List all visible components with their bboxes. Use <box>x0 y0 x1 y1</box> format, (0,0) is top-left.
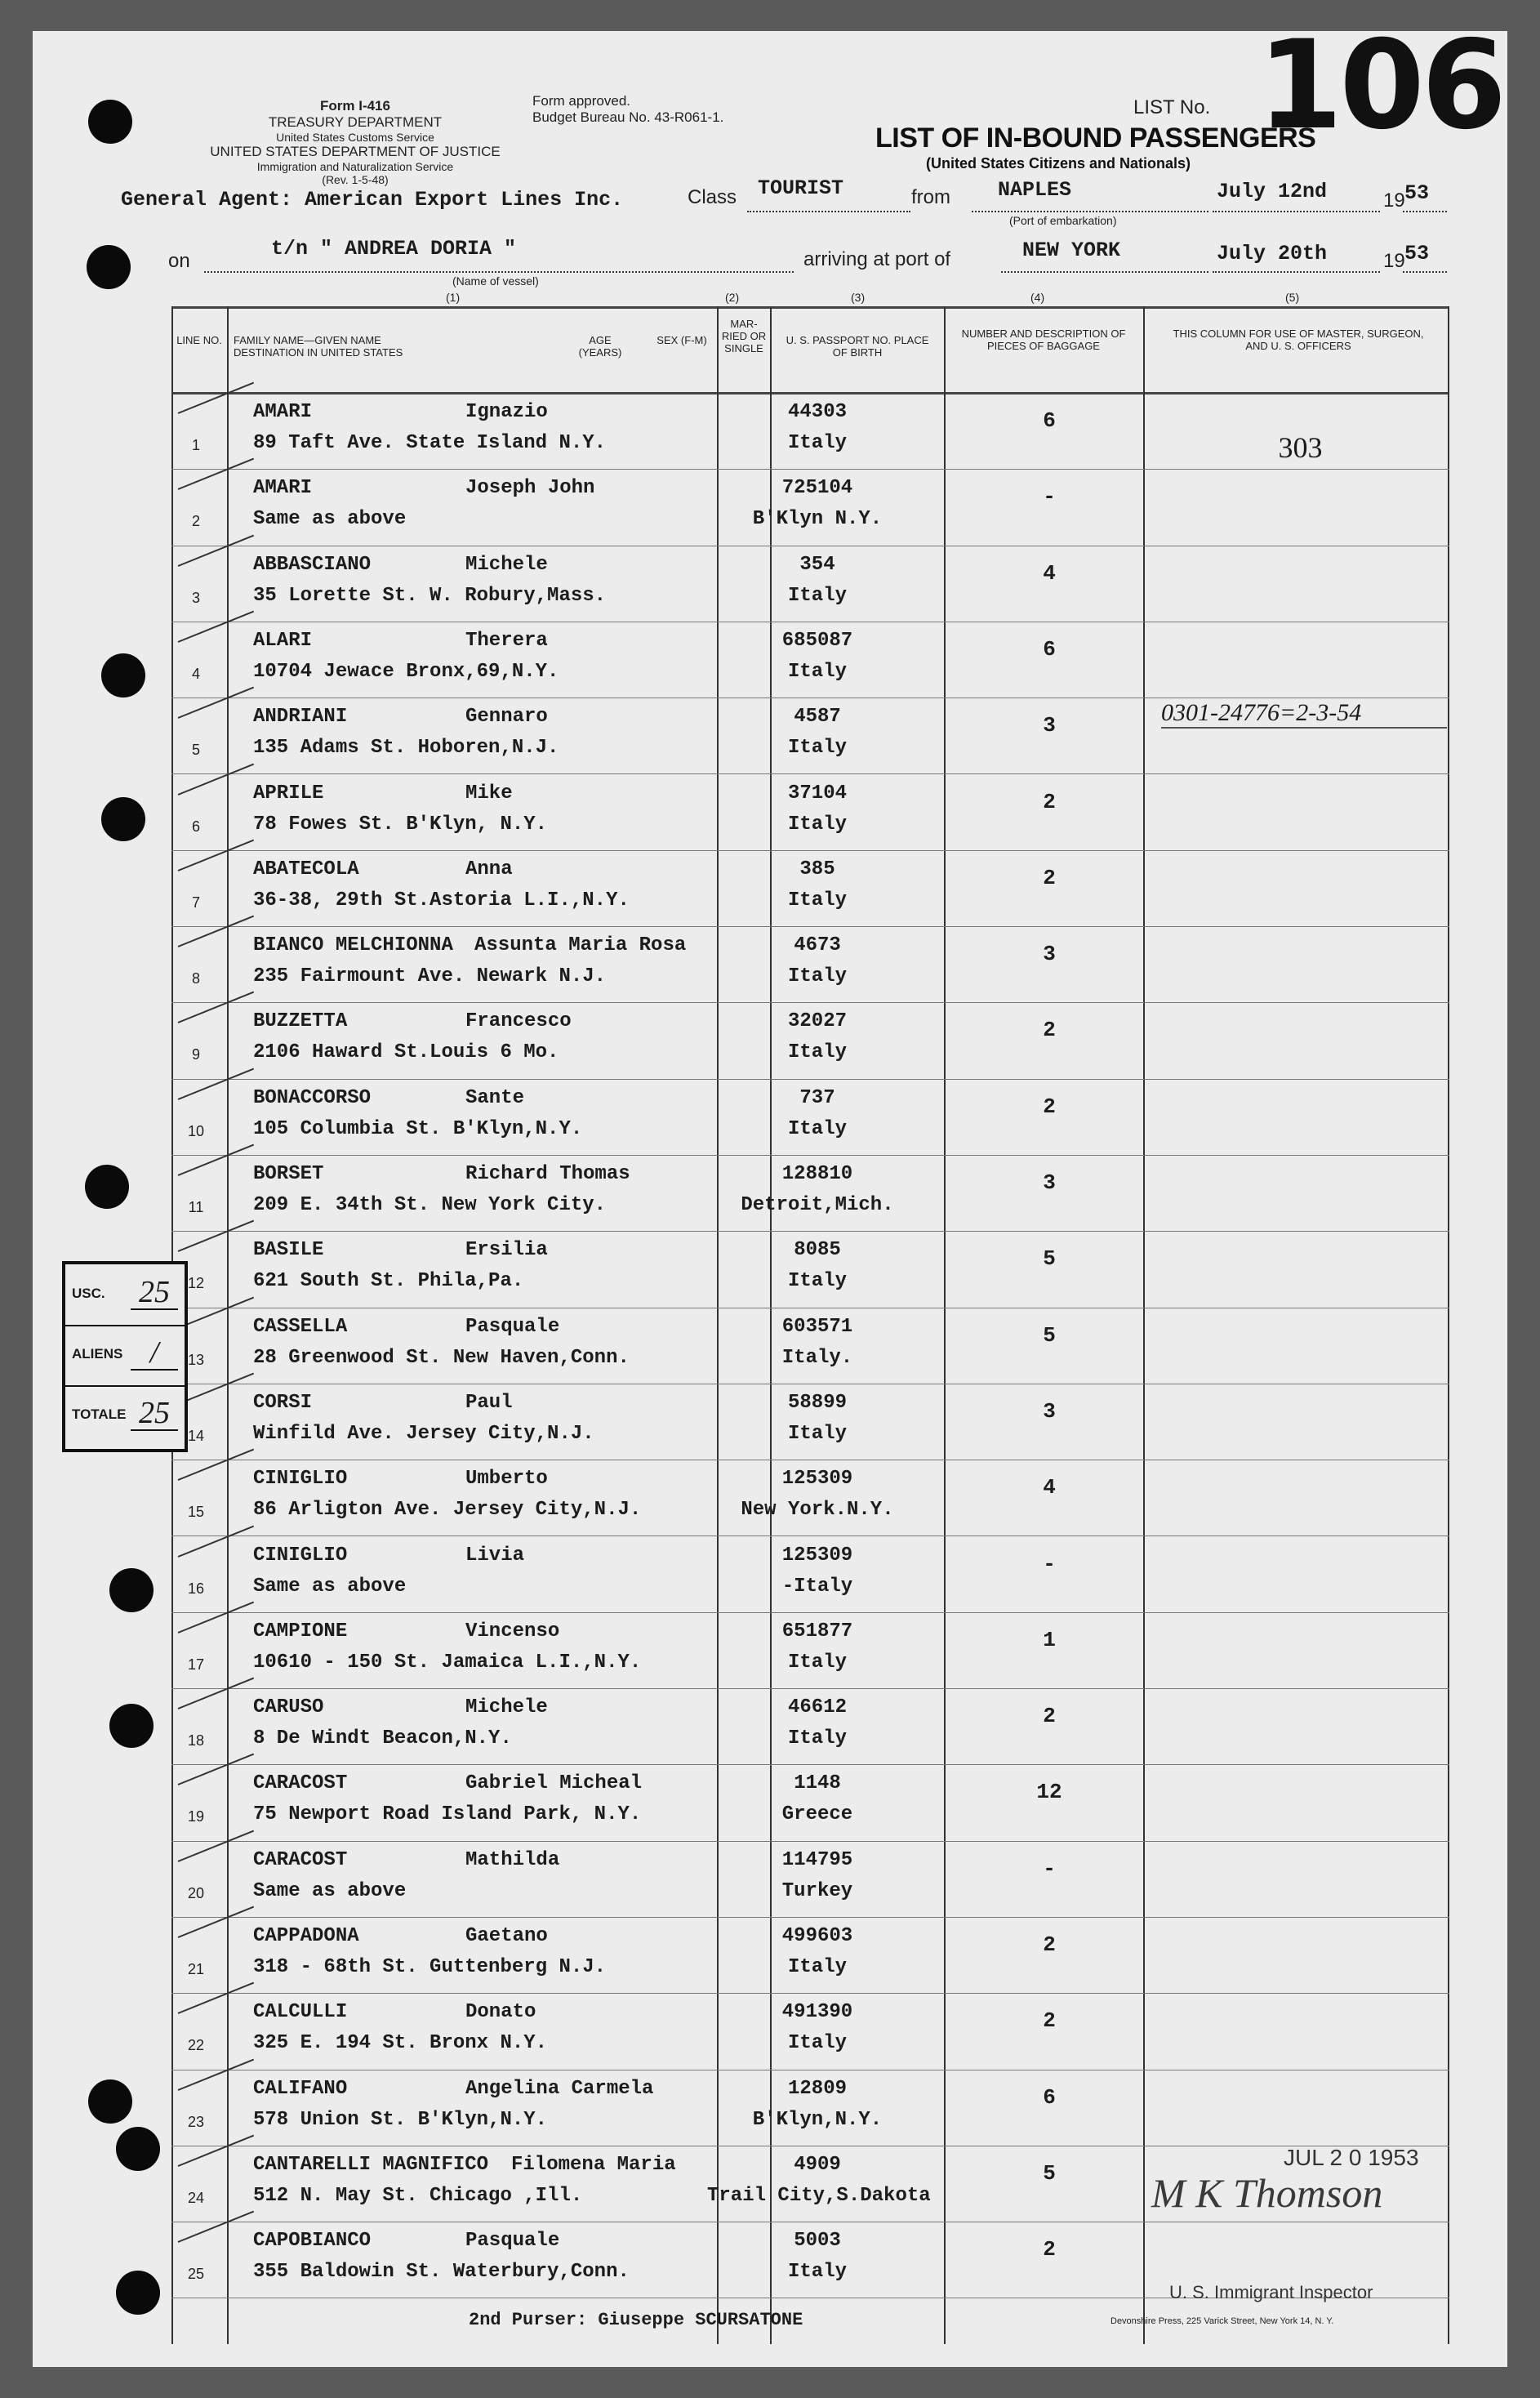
given-name: Pasquale <box>465 2230 560 2253</box>
line-number: 9 <box>191 1046 200 1063</box>
on-label: on <box>168 250 190 272</box>
passport-number: 5003 <box>794 2230 841 2253</box>
passport-number: 32027 <box>787 1010 847 1033</box>
col-header-line-no: LINE NO. <box>176 334 222 346</box>
family-name: BIANCO MELCHIONNA <box>253 934 453 957</box>
family-name: ABATECOLA <box>253 858 359 880</box>
destination-address: Same as above <box>253 1879 407 1902</box>
passport-number: 128810 <box>781 1163 853 1185</box>
place-of-birth: Italy <box>787 584 847 607</box>
place-of-birth: Italy <box>787 1651 847 1674</box>
given-name: Richard Thomas <box>465 1163 630 1185</box>
passport-number: 46612 <box>787 1696 847 1719</box>
family-name: BORSET <box>253 1163 324 1185</box>
passport-number: 491390 <box>781 2001 853 2024</box>
place-of-birth: Greece <box>781 1803 853 1826</box>
baggage-count: 3 <box>1043 1170 1056 1195</box>
baggage-count: 3 <box>1043 713 1056 738</box>
family-name: APRILE <box>253 782 324 805</box>
table-row <box>171 776 1449 852</box>
place-of-birth: Italy <box>787 2261 847 2284</box>
arriving-label: arriving at port of <box>803 248 951 270</box>
line-number: 2 <box>191 513 200 530</box>
table-row <box>171 1690 1449 1766</box>
table-row <box>171 2071 1449 2147</box>
place-of-birth: Italy <box>787 1117 847 1140</box>
baggage-count: 4 <box>1043 560 1056 586</box>
given-name: Assunta Maria Rosa <box>474 934 687 957</box>
destination-address: 35 Lorette St. W. Robury,Mass. <box>253 584 607 607</box>
family-name: ABBASCIANO <box>253 553 372 576</box>
passport-number: 114795 <box>781 1848 853 1871</box>
place-of-birth: Italy <box>787 965 847 988</box>
row-divider <box>171 1079 1449 1080</box>
line-number: 22 <box>187 2037 205 2054</box>
baggage-count: 5 <box>1043 1322 1056 1348</box>
binder-hole <box>109 1704 154 1748</box>
table-row <box>171 1538 1449 1614</box>
table-row <box>171 1004 1449 1080</box>
table-row <box>171 699 1449 775</box>
destination-address: 86 Arligton Ave. Jersey City,N.J. <box>253 1499 642 1522</box>
customs-service: United States Customs Service <box>276 131 434 144</box>
place-of-birth: Turkey <box>781 1879 853 1902</box>
given-name: Filomena Maria <box>511 2153 676 2176</box>
place-of-birth: Italy <box>787 2032 847 2055</box>
given-name: Pasquale <box>465 1315 560 1338</box>
passport-number: 125309 <box>781 1468 853 1491</box>
aliens-row <box>65 1325 185 1387</box>
place-of-birth: B'Klyn N.Y. <box>752 508 883 531</box>
destination-address: 235 Fairmount Ave. Newark N.J. <box>253 965 607 988</box>
given-name: Michele <box>465 1696 548 1719</box>
line-number: 20 <box>187 1884 205 1901</box>
passport-number: 37104 <box>787 782 847 805</box>
row-divider <box>171 926 1449 927</box>
aliens-count: / <box>131 1336 178 1371</box>
given-name: Umberto <box>465 1468 548 1491</box>
destination-address: Same as above <box>253 1575 407 1598</box>
destination-address: 578 Union St. B'Klyn,N.Y. <box>253 2108 548 2131</box>
check-mark <box>178 382 254 414</box>
destination-address: 10610 - 150 St. Jamaica L.I.,N.Y. <box>253 1651 642 1674</box>
baggage-count: 6 <box>1043 408 1056 433</box>
passport-number: 725104 <box>781 477 853 500</box>
family-name: CALIFANO <box>253 2077 348 2100</box>
table-row <box>171 1461 1449 1537</box>
vessel-name: t/n " ANDREA DORIA " <box>271 237 517 261</box>
line-number: 6 <box>191 818 200 835</box>
line-number: 16 <box>187 1580 205 1597</box>
family-name: AMARI <box>253 401 313 423</box>
binder-hole <box>116 2271 160 2315</box>
budget-bureau: Budget Bureau No. 43-R061-1. <box>532 109 724 125</box>
family-name: CAPOBIANCO <box>253 2230 372 2253</box>
table-row <box>171 1766 1449 1842</box>
row-divider <box>171 1155 1449 1156</box>
line-number: 5 <box>191 742 200 759</box>
family-name: BONACCORSO <box>253 1086 372 1109</box>
place-of-birth: Italy <box>787 1041 847 1064</box>
col-num-4: (4) <box>1030 291 1045 304</box>
row-divider <box>171 773 1449 774</box>
arrival-year-prefix: 19 <box>1383 250 1405 272</box>
table-row <box>171 1309 1449 1385</box>
line-number: 23 <box>187 2113 205 2130</box>
place-of-birth: Italy <box>787 1270 847 1293</box>
line-number: 17 <box>187 1656 205 1673</box>
given-name: Paul <box>465 1391 513 1414</box>
table-row <box>171 852 1449 928</box>
inspection-date-stamp: JUL 2 0 1953 <box>1284 2145 1419 2170</box>
given-name: Vincenso <box>465 1620 560 1642</box>
col-header-family-name: FAMILY NAME—GIVEN NAME DESTINATION IN UNITED STATES <box>234 334 403 359</box>
col-header-age: AGE (YEARS) <box>578 334 622 359</box>
baggage-count: 2 <box>1043 865 1056 890</box>
family-name: BUZZETTA <box>253 1010 348 1033</box>
form-header-agencies <box>163 98 547 186</box>
dotted-rule <box>972 211 1208 212</box>
given-name: Ignazio <box>465 401 548 423</box>
passport-number: 603571 <box>781 1315 853 1338</box>
dotted-rule <box>1403 211 1447 212</box>
destination-address: Winfild Ave. Jersey City,N.J. <box>253 1422 594 1445</box>
col-num-3: (3) <box>851 291 866 304</box>
given-name: Mike <box>465 782 513 805</box>
table-row <box>171 1843 1449 1919</box>
given-name: Michele <box>465 553 548 576</box>
destination-address: 355 Baldowin St. Waterbury,Conn. <box>253 2261 630 2284</box>
passenger-table <box>171 306 1449 2344</box>
destination-address: 209 E. 34th St. New York City. <box>253 1194 607 1216</box>
place-of-birth: Italy <box>787 889 847 912</box>
baggage-count: 2 <box>1043 1094 1056 1119</box>
dotted-rule <box>1213 211 1380 212</box>
row-divider <box>171 1993 1449 1994</box>
total-row <box>65 1385 185 1446</box>
line-number: 11 <box>188 1199 204 1215</box>
officer-notation: 303 <box>1278 431 1323 464</box>
line-number: 25 <box>187 2266 205 2283</box>
usc-label: USC. <box>72 1286 105 1301</box>
ins-service: Immigration and Naturalization Service <box>256 160 454 173</box>
baggage-count: 6 <box>1043 2084 1056 2110</box>
baggage-count: 4 <box>1043 1475 1056 1500</box>
passport-number: 44303 <box>787 401 847 423</box>
baggage-count: 2 <box>1043 1018 1056 1043</box>
col-header-sex: SEX (F-M) <box>657 334 707 346</box>
total-count: 25 <box>131 1397 178 1431</box>
usc-row <box>65 1264 185 1326</box>
given-name: Donato <box>465 2001 536 2024</box>
table-row <box>171 1919 1449 1995</box>
given-name: Gabriel Micheal <box>465 1772 643 1795</box>
passport-number: 4587 <box>794 706 841 729</box>
passport-number: 58899 <box>787 1391 847 1414</box>
family-name: AMARI <box>253 477 313 500</box>
form-revision: (Rev. 1-5-48) <box>322 173 389 186</box>
line-number: 21 <box>187 1961 205 1977</box>
row-divider <box>171 1612 1449 1613</box>
line-number: 4 <box>191 665 200 682</box>
family-name: CARUSO <box>253 1696 324 1719</box>
line-number: 3 <box>191 589 200 606</box>
total-label: TOTALE <box>72 1406 127 1422</box>
passport-number: 4673 <box>794 934 841 957</box>
place-of-birth: Trail City,S.Dakota <box>707 2184 931 2207</box>
list-number: 106 <box>1257 15 1504 157</box>
inspector-signature: M K Thomson <box>1151 2170 1383 2216</box>
class-value: TOURIST <box>758 176 844 200</box>
passport-number: 499603 <box>781 1925 853 1947</box>
table-row <box>171 1614 1449 1690</box>
line-number: 15 <box>187 1504 205 1521</box>
family-name: CINIGLIO <box>253 1468 348 1491</box>
usc-count: 25 <box>131 1276 178 1310</box>
list-no-label: LIST No. <box>1133 96 1211 118</box>
inspector-label: U. S. Immigrant Inspector <box>1169 2282 1373 2302</box>
col-header-officers: THIS COLUMN FOR USE OF MASTER, SURGEON, AND U. S. OFFICERS <box>1173 328 1424 352</box>
family-name: ALARI <box>253 629 313 652</box>
dotted-rule <box>1213 271 1380 273</box>
printer-imprint: Devonshire Press, 225 Varick Street, New York 14, N. Y. <box>1110 2316 1334 2326</box>
from-label: from <box>911 186 950 208</box>
family-name: CASSELLA <box>253 1315 348 1338</box>
dotted-rule <box>1001 271 1208 273</box>
form-number: Form I-416 <box>320 98 390 114</box>
baggage-count: - <box>1043 1551 1056 1576</box>
row-divider <box>171 1917 1449 1918</box>
binder-hole <box>88 100 132 144</box>
place-of-birth: Italy <box>787 1727 847 1750</box>
table-row <box>171 1232 1449 1308</box>
destination-address: 75 Newport Road Island Park, N.Y. <box>253 1803 642 1826</box>
row-divider <box>171 850 1449 851</box>
family-name: CAPPADONA <box>253 1925 359 1947</box>
row-divider <box>171 1688 1449 1689</box>
destination-address: 325 E. 194 St. Bronx N.Y. <box>253 2032 548 2055</box>
baggage-count: 2 <box>1043 2008 1056 2034</box>
passport-number: 685087 <box>781 629 853 652</box>
destination-address: 78 Fowes St. B'Klyn, N.Y. <box>253 813 548 836</box>
given-name: Angelina Carmela <box>465 2077 654 2100</box>
purser-line: 2nd Purser: Giuseppe SCURSATONE <box>469 2310 803 2330</box>
col-header-married: MAR- RIED OR SINGLE <box>721 318 767 354</box>
table-row <box>171 623 1449 699</box>
family-name: CARACOST <box>253 1848 348 1871</box>
row-divider <box>171 1764 1449 1765</box>
destination-address: 318 - 68th St. Guttenberg N.J. <box>253 1956 607 1978</box>
passport-number: 8085 <box>794 1239 841 1262</box>
family-name: ANDRIANI <box>253 706 348 729</box>
destination-address: 10704 Jewace Bronx,69,N.Y. <box>253 660 559 683</box>
departure-year: 53 <box>1404 181 1430 205</box>
line-number: 7 <box>191 894 200 911</box>
table-row <box>171 1157 1449 1232</box>
place-of-birth: Italy. <box>781 1346 853 1369</box>
binder-hole <box>87 245 131 289</box>
baggage-count: 1 <box>1043 1627 1056 1652</box>
given-name: Joseph John <box>465 477 595 500</box>
baggage-count: 2 <box>1043 1932 1056 1957</box>
form-approval <box>532 93 723 126</box>
baggage-count: 5 <box>1043 1246 1056 1272</box>
line-number: 13 <box>187 1351 205 1368</box>
line-number: 14 <box>187 1427 205 1444</box>
port-arrival: NEW YORK <box>1022 238 1121 262</box>
destination-address: 135 Adams St. Hoboren,N.J. <box>253 737 559 760</box>
baggage-count: 5 <box>1043 2160 1056 2186</box>
destination-address: 36-38, 29th St.Astoria L.I.,N.Y. <box>253 889 630 912</box>
col-num-5: (5) <box>1285 291 1300 304</box>
officer-notation: 0301-24776=2-3-54 <box>1161 699 1447 729</box>
dotted-rule <box>204 271 794 273</box>
col-num-1: (1) <box>446 291 461 304</box>
family-name: CAMPIONE <box>253 1620 348 1642</box>
given-name: Livia <box>465 1544 525 1567</box>
place-of-birth: Detroit,Mich. <box>741 1194 894 1216</box>
family-name: CALCULLI <box>253 2001 348 2024</box>
table-row <box>171 1385 1449 1461</box>
table-row <box>171 1995 1449 2070</box>
binder-hole <box>88 2079 132 2124</box>
line-number: 18 <box>187 1732 205 1749</box>
destination-address: 89 Taft Ave. State Island N.Y. <box>253 432 607 454</box>
vessel-caption: (Name of vessel) <box>452 274 539 287</box>
port-embarkation-caption: (Port of embarkation) <box>1009 214 1117 227</box>
given-name: Gaetano <box>465 1925 548 1947</box>
arrival-year: 53 <box>1404 242 1430 265</box>
table-row <box>171 470 1449 546</box>
row-divider <box>171 469 1449 470</box>
arrival-date: July 20th <box>1217 242 1328 265</box>
page-title: LIST OF IN-BOUND PASSENGERS <box>875 123 1316 154</box>
baggage-count: 6 <box>1043 636 1056 662</box>
table-row <box>171 547 1449 623</box>
given-name: Francesco <box>465 1010 572 1033</box>
page-subtitle: (United States Citizens and Nationals) <box>926 155 1191 172</box>
passport-number: 737 <box>799 1086 835 1109</box>
binder-hole <box>116 2127 160 2171</box>
place-of-birth: Italy <box>787 432 847 454</box>
general-agent: General Agent: American Export Lines Inc. <box>121 188 624 212</box>
binder-hole <box>109 1568 154 1612</box>
place-of-birth: New York.N.Y. <box>741 1499 894 1522</box>
binder-hole <box>101 653 145 698</box>
form-approved: Form approved. <box>532 93 630 109</box>
given-name: Gennaro <box>465 706 548 729</box>
departure-date: July 12nd <box>1217 180 1328 203</box>
line-number: 19 <box>187 1808 205 1825</box>
destination-address: Same as above <box>253 508 407 531</box>
passport-number: 125309 <box>781 1544 853 1567</box>
table-top-rule <box>171 306 1449 309</box>
baggage-count: - <box>1043 1856 1056 1881</box>
baggage-count: - <box>1043 484 1056 510</box>
given-name: Ersilia <box>465 1239 548 1262</box>
baggage-count: 12 <box>1036 1780 1062 1805</box>
place-of-birth: Italy <box>787 1422 847 1445</box>
binder-hole <box>85 1165 129 1209</box>
family-name: CARACOST <box>253 1772 348 1795</box>
family-name: CORSI <box>253 1391 313 1414</box>
passport-number: 12809 <box>787 2077 847 2100</box>
row-divider <box>171 1002 1449 1003</box>
line-number: 1 <box>191 437 200 453</box>
citizenship-tally-box <box>62 1261 188 1452</box>
table-row <box>171 928 1449 1004</box>
treasury-dept: TREASURY DEPARTMENT <box>268 114 443 130</box>
aliens-label: ALIENS <box>72 1346 123 1362</box>
passport-number: 651877 <box>781 1620 853 1642</box>
row-divider <box>171 1231 1449 1232</box>
dotted-rule <box>747 211 910 212</box>
passport-number: 385 <box>799 858 835 880</box>
passport-number: 354 <box>799 553 835 576</box>
destination-address: 105 Columbia St. B'Klyn,N.Y. <box>253 1117 583 1140</box>
justice-dept: UNITED STATES DEPARTMENT OF JUSTICE <box>210 144 501 159</box>
col-header-passport: U. S. PASSPORT NO. PLACE OF BIRTH <box>786 334 929 359</box>
family-name: CANTARELLI MAGNIFICO <box>253 2153 489 2176</box>
baggage-count: 3 <box>1043 942 1056 967</box>
destination-address: 2106 Haward St.Louis 6 Mo. <box>253 1041 559 1064</box>
baggage-count: 2 <box>1043 2237 1056 2262</box>
destination-address: 512 N. May St. Chicago ,Ill. <box>253 2184 583 2207</box>
place-of-birth: -Italy <box>781 1575 853 1598</box>
col-num-2: (2) <box>725 291 740 304</box>
line-number: 12 <box>187 1275 205 1292</box>
place-of-birth: B'Klyn,N.Y. <box>752 2108 883 2131</box>
baggage-count: 2 <box>1043 1704 1056 1729</box>
destination-address: 8 De Windt Beacon,N.Y. <box>253 1727 512 1750</box>
place-of-birth: Italy <box>787 660 847 683</box>
family-name: CINIGLIO <box>253 1544 348 1567</box>
col-header-baggage: NUMBER AND DESCRIPTION OF PIECES OF BAGGAGE <box>961 328 1126 352</box>
row-divider <box>171 1841 1449 1842</box>
place-of-birth: Italy <box>787 813 847 836</box>
line-number: 8 <box>191 970 200 987</box>
line-number: 24 <box>187 2189 205 2206</box>
departure-year-prefix: 19 <box>1383 189 1405 212</box>
line-number: 10 <box>187 1122 205 1139</box>
table-row <box>171 394 1449 470</box>
port-embarkation: NAPLES <box>998 178 1072 202</box>
class-label: Class <box>688 186 737 208</box>
place-of-birth: Italy <box>787 1956 847 1978</box>
given-name: Mathilda <box>465 1848 560 1871</box>
baggage-count: 3 <box>1043 1398 1056 1424</box>
destination-address: 621 South St. Phila,Pa. <box>253 1270 524 1293</box>
destination-address: 28 Greenwood St. New Haven,Conn. <box>253 1346 630 1369</box>
baggage-count: 2 <box>1043 789 1056 814</box>
place-of-birth: Italy <box>787 737 847 760</box>
dotted-rule <box>1403 271 1447 273</box>
table-row <box>171 1081 1449 1157</box>
given-name: Anna <box>465 858 513 880</box>
given-name: Sante <box>465 1086 525 1109</box>
family-name: BASILE <box>253 1239 324 1262</box>
given-name: Therera <box>465 629 548 652</box>
passport-number: 4909 <box>794 2153 841 2176</box>
passport-number: 1148 <box>794 1772 841 1795</box>
binder-hole <box>101 797 145 841</box>
